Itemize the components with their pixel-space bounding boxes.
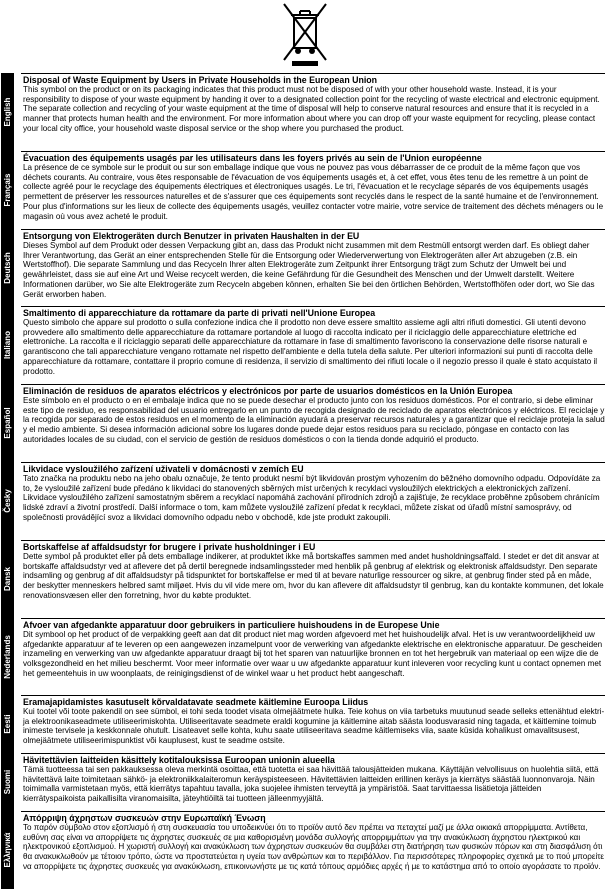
section-text: Tämä tuotteessa tai sen pakkauksessa oleva merkintä osoittaa, että tuotetta ei saa hävittää talousjätteiden mukana. Käyttäjän velvollisuus on huolehtia siitä, että hävitettävä laite toimitetaan sähkö- ja elektroniikkalaiteromun keräyspisteeseen. Hävitettävien laitteiden erillinen keräys ja kierrätys säästää luonnonvaroja. Näin toimimalla varmistetaan myös, että kierrätys tapahtuu tavalla, joka suojelee ihmisten terveyttä ja ympäristöä. Saat tarvittaessa lisätietoja jätteiden kierrätyspaikoista paikallisilta viranomaisilta, jäteyhtiöiltä tai tuotteen jälleenmyyjältä. <box>23 765 599 804</box>
language-label: Nederlands <box>2 634 12 679</box>
section-text: Questo simbolo che appare sul prodotto o sulla confezione indica che il prodotto non deve essere smaltito assieme agli altri rifiuti domestici. Gli utenti devono provvedere allo smaltimento delle apparecchiature da rottamare portandole al luogo di raccolta indicato per il riciclaggio delle apparecchiature elettriche ed elettroniche. La raccolta e il riciclaggio separati delle apparecchiature da rottamare in fase di smaltimento favoriscono la conservazione delle risorse naturali e garantiscono che tali apparecchiature vengano rottamate nel rispetto dell'ambiente e della tutela della salute. Per ulteriori informazioni sui punti di raccolta delle apparecchiature da rottamare, contattare il proprio comune di residenza, il servizio di smaltimento dei rifiuti locale o il negozio presso il quale è stato acquistato il prodotto. <box>23 318 598 376</box>
section-title: Hävitettävien laitteiden käsittely kotitalouksissa Euroopan unionin alueella <box>23 755 335 765</box>
section-text: Το παρόν σύμβολο στον εξοπλισμό ή στη συσκευασία του υποδεικνύει ότι το προϊόν αυτό δεν πρέπει να πεταχτεί μαζί με άλλα οικιακά απορρίμματα. Αντίθετα, ευθύνη σας είναι να απορρίψετε τις άχρηστες συσκευές σε μια καθορισμένη μονάδα συλλογής απορριμμάτων για την ανακύκλωση άχρηστου ηλεκτρικού και ηλεκτρονικού εξοπλισμού. Η χωριστή συλλογή και ανακύκλωση των άχρηστων συσκευών θα συμβάλει στη διατήρηση των φυσικών πόρων και στη διασφάλιση ότι θα ανακυκλωθούν με τέτοιον τρόπο, ώστε να προστατεύεται η υγεία των ανθρώπων και το περιβάλλον. Για περισσότερες πληροφορίες σχετικά με το πού μπορείτε να απορρίψετε τις άχρηστες συσκευές για ανακύκλωση, επικοινωνήστε με τις κατά τόπους αρμόδιες αρχές ή με το κατάστημα από το οποίο αγοράσατε το προϊόν. <box>23 823 605 871</box>
section-text: Dette symbol på produktet eller på dets emballage indikerer, at produktet ikke må bortskaffes sammen med andet husholdningsaffald. I stedet er det dit ansvar at bortskaffe affaldsudstyr ved at aflevere det på dertil beregnede indsamlingssteder med henblik på genbrug af elektrisk og elektronisk affaldsudstyr. Den separate indsamling og genbrug af dit affaldsudstyr på tidspunktet for bortskaffelse er med til at bevare naturlige ressourcer og sikre, at genbrug finder sted på en måde, der beskytter menneskers helbred samt miljøet. Hvis du vil vide mere om, hvor du kan aflevere dit affaldsudstyr til genbrug, kan du kontakte kommunen, det lokale renovationsvæsen eller den forretning, hvor du købte produktet. <box>23 552 604 600</box>
crossed-out-wheelie-bin-icon <box>280 0 330 70</box>
section-ellinika <box>0 811 609 889</box>
language-label: Italiano <box>2 330 12 360</box>
section-text: Kui tootel või toote pakendil on see sümbol, ei tohi seda toodet visata olmejäätmete hulka. Teie kohus on viia tarbetuks muutunud seade selleks ettenähtud elektri- ja elektroonikaseadmete utiliseerimiskohta. Utiliseeritavate seadmete eraldi kogumine ja käitlemine aitab säästa loodusvarasid ning tagada, et käitlemine toimub inimeste tervisele ja keskkonnale ohutult. Lisateavet selle kohta, kuhu saate utiliseeritava seadme käitlemiseks viia, saate küsida kohalikust omavalitsusest, olmejäätmete utiliseerimispunktist või kauplusest, kust te seadme ostsite. <box>23 707 605 746</box>
section-title: Afvoer van afgedankte apparatuur door gebruikers in particuliere huishoudens in de Europese Unie <box>23 620 440 630</box>
language-label: English <box>2 97 12 127</box>
language-tab <box>1 695 14 753</box>
language-tab <box>1 462 14 540</box>
language-tab <box>1 151 14 229</box>
section-text: Tato značka na produktu nebo na jeho obalu označuje, že tento produkt nesmí být likvidován prostým vyhozením do běžného domovního odpadu. Odpovídáte za to, že vysloužilé zařízení bude předáno k likvidaci do stanovených sběrných míst určených k recyklaci vysloužilých elektrických a elektronických zařízení. Likvidace vysloužilého zařízení samostatným sběrem a recyklací napomáhá zachování přírodních zdrojů a zajišťuje, že recyklace proběhne způsobem chránícím lidské zdraví a životní prostředí. Další informace o tom, kam můžete vysloužilé zařízení předat k recyklaci, můžete získat od úřadů místní samosprávy, od společnosti provádějící svoz a likvidaci domovního odpadu nebo v obchodě, kde jste produkt zakoupili. <box>23 474 601 522</box>
language-label: Deutsch <box>2 251 12 284</box>
section-nederlands <box>0 618 609 695</box>
language-label: Dansk <box>2 566 12 592</box>
section-divider <box>21 73 605 74</box>
section-espanol <box>0 384 609 462</box>
language-tab <box>1 73 14 151</box>
section-dansk <box>0 540 609 618</box>
language-tab <box>1 753 14 811</box>
language-label: Español <box>2 407 12 439</box>
language-label: Eesti <box>2 714 12 734</box>
language-tab <box>1 229 14 306</box>
section-divider <box>21 540 605 541</box>
language-tab <box>1 384 14 462</box>
section-francais <box>0 151 609 229</box>
language-label: Česky <box>2 489 12 513</box>
section-title: Likvidace vysloužilého zařízení uživateli v domácnosti v zemích EU <box>23 464 304 474</box>
section-title: Eliminación de residuos de aparatos eléctricos y electrónicos por parte de usuarios domésticos en la Unión Europea <box>23 386 513 396</box>
section-title: Eramajapidamistes kasutuselt kõrvaldatavate seadmete käitlemine Euroopa Liidus <box>23 697 369 707</box>
section-text: La présence de ce symbole sur le produit ou sur son emballage indique que vous ne pouvez pas vous débarrasser de ce produit de la même façon que vos déchets courants. Au contraire, vous êtes responsable de l'évacuation de vos équipements usagés et, à cet effet, vous êtes tenu de les remettre à un point de collecte agréé pour le recyclage des équipements électriques et électroniques usagés. Le tri, l'évacuation et le recyclage séparés de vos équipements usagés permettent de préserver les ressources naturelles et de s'assurer que ces équipements sont recyclés dans le respect de la santé humaine et de l'environnement. Pour plus d'informations sur les lieux de collecte des équipements usagés, veuillez contacter votre mairie, votre service de traitement des déchets ménagers ou le magasin où vous avez acheté le produit. <box>23 163 604 221</box>
section-title: Entsorgung von Elektrogeräten durch Benutzer in privaten Haushalten in der EU <box>23 231 360 241</box>
section-divider <box>21 306 605 307</box>
section-italiano <box>0 306 609 384</box>
section-divider <box>21 695 605 696</box>
section-eesti <box>0 695 609 753</box>
language-tab <box>1 306 14 384</box>
section-text: Dit symbool op het product of de verpakking geeft aan dat dit product niet mag worden afgevoerd met het huishoudelijk afval. Het is uw verantwoordelijkheid uw afgedankte apparatuur af te leveren op een aangewezen inzamelpunt voor de verwerking van afgedankte elektrische en elektronische apparatuur. De gescheiden inzameling en verwerking van uw afgedankte apparatuur draagt bij tot het sparen van natuurlijke bronnen en tot het hergebruik van materiaal op een wijze die de volksgezondheid en het milieu beschermt. Voor meer informatie over waar u uw afgedankte apparatuur kunt inleveren voor recycling kunt u contact opnemen met het gemeentehuis in uw woonplaats, de reinigingsdienst of de winkel waar u het product hebt aangeschaft. <box>23 630 603 678</box>
section-divider <box>21 229 605 230</box>
section-title: Smaltimento di apparecchiature da rottamare da parte di privati nell'Unione Europea <box>23 308 376 318</box>
section-title: Απόρριψη άχρηστων συσκευών στην Ευρωπαϊκή Ένωση <box>23 813 266 823</box>
language-tab <box>1 618 14 695</box>
language-tab <box>1 811 14 889</box>
section-text: This symbol on the product or on its packaging indicates that this product must not be disposed of with your other household waste. Instead, it is your responsibility to dispose of your waste equipment by handing it over to a designated collection point for the recycling of waste electrical and electronic equipment. The separate collection and recycling of your waste equipment at the time of disposal will help to conserve natural resources and ensure that it is recycled in a manner that protects human health and the environment. For more information about where you can drop off your waste equipment for recycling, please contact your local city office, your household waste disposal service or the shop where you purchased the product. <box>23 85 600 133</box>
section-cesky <box>0 462 609 540</box>
language-tab <box>1 540 14 618</box>
section-title: Évacuation des équipements usagés par les utilisateurs dans les foyers privés au sein de l'Union européenne <box>23 153 482 163</box>
section-divider <box>21 753 605 754</box>
language-label: Ελληνικά <box>2 832 12 868</box>
section-english <box>0 73 609 151</box>
section-divider <box>21 811 605 812</box>
section-divider <box>21 384 605 385</box>
section-text: Este símbolo en el producto o en el embalaje indica que no se puede desechar el producto junto con los residuos domésticos. Por el contrario, si debe eliminar este tipo de residuo, es responsabilidad del usuario entregarlo en un punto de recogida designado de reciclado de aparatos electrónicos y eléctricos. El reciclaje y la recogida por separado de estos residuos en el momento de la eliminación ayudará a preservar recursos naturales y a garantizar que el reciclaje proteja la salud y el medio ambiente. Si desea información adicional sobre los lugares donde puede dejar estos residuos para su reciclado, póngase en contacto con las autoridades locales de su ciudad, con el servicio de gestión de residuos domésticos o con la tienda donde adquirió el producto. <box>23 396 605 444</box>
section-title: Bortskaffelse af affaldsudstyr for brugere i private husholdninger i EU <box>23 542 316 552</box>
section-deutsch <box>0 229 609 306</box>
section-text: Dieses Symbol auf dem Produkt oder dessen Verpackung gibt an, dass das Produkt nicht zusammen mit dem Restmüll entsorgt werden darf. Es obliegt daher Ihrer Verantwortung, das Gerät an einer entsprechenden Stelle für die Entsorgung oder Wiederverwertung von Elektrogeräten aller Art abzugeben (z.B. ein Wertstoffhof). Die separate Sammlung und das Recyceln Ihrer alten Elektrogeräte zum Zeitpunkt ihrer Entsorgung trägt zum Schutz der Umwelt bei und gewährleistet, dass sie auf eine Art und Weise recycelt werden, die keine Gefährdung für die Gesundheit des Menschen und der Umwelt darstellt. Weitere Informationen darüber, wo Sie alte Elektrogeräte zum Recyceln abgeben können, erhalten Sie bei den örtlichen Behörden, Wertstoffhöfen oder dort, wo Sie das Gerät erworben haben. <box>23 241 595 299</box>
language-label: Français <box>2 173 12 207</box>
section-divider <box>21 618 605 619</box>
section-title: Disposal of Waste Equipment by Users in Private Households in the European Union <box>23 75 378 85</box>
section-divider <box>21 151 605 152</box>
language-label: Suomi <box>2 769 12 795</box>
section-suomi <box>0 753 609 811</box>
section-divider <box>21 462 605 463</box>
